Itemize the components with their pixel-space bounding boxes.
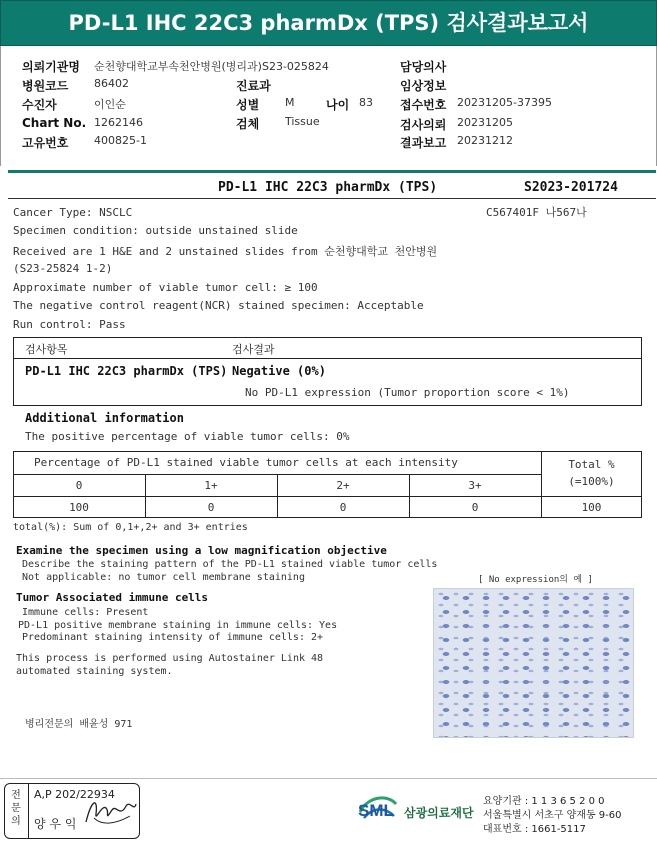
examine-line: Describe the staining pattern of the PD-L1 stained viable tumor cells	[22, 559, 438, 570]
table-row-line	[13, 496, 642, 497]
footer-info-line: 요양기관 : 1 1 3 6 5 2 0 0	[483, 796, 605, 807]
intensity-value: 100	[69, 501, 89, 514]
unique-no-value: 400825-1	[94, 134, 147, 147]
intensity-col-header: 0	[75, 479, 83, 492]
intensity-col-header: 1+	[204, 479, 218, 492]
sex-value: M	[285, 96, 295, 109]
report-line: The negative control reagent(NCR) stained specimen: Acceptable	[13, 299, 424, 312]
report-line: Approximate number of viable tumor cell: ≥ 100	[13, 281, 318, 294]
process-line: automated staining system.	[16, 666, 173, 677]
result-col-result-header: 검사결과	[232, 343, 275, 356]
additional-info-text: The positive percentage of viable tumor cells: 0%	[25, 430, 350, 443]
age-value: 83	[359, 96, 373, 109]
image-caption: [ No expression의 예 ]	[478, 575, 593, 585]
process-line: This process is performed using Autostainer Link 48	[16, 653, 324, 664]
heading-underline	[8, 198, 656, 199]
intensity-col-header: 2+	[336, 479, 350, 492]
report-title: PD-L1 IHC 22C3 pharmDx (TPS) 검사결과보고서	[68, 11, 589, 35]
intensity-value: 0	[471, 501, 479, 514]
sex-label: 성별	[236, 98, 260, 112]
hospital-code-value: 86402	[94, 77, 129, 90]
signature-id: A,P 202/22934	[34, 788, 115, 801]
report-line: Run control: Pass	[13, 318, 126, 331]
total-note: total(%): Sum of 0,1+,2+ and 3+ entries	[13, 522, 248, 533]
request-date-label: 검사의뢰	[400, 118, 447, 132]
tumor-immune-title: Tumor Associated immune cells	[16, 591, 209, 604]
chart-no-label: Chart No.	[22, 116, 87, 130]
dept-label: 진료과	[236, 79, 271, 93]
recipient-value: 이인순	[94, 98, 126, 111]
tumor-immune-line: Immune cells: Present	[22, 607, 149, 618]
examine-line: Not applicable: no tumor cell membrane staining	[22, 572, 305, 583]
specimen-label: 검체	[236, 117, 260, 131]
receipt-no-label: 접수번호	[400, 98, 447, 112]
report-line: (S23-25824 1-2)	[13, 262, 113, 275]
result-item: PD-L1 IHC 22C3 pharmDx (TPS)	[25, 364, 228, 378]
additional-info-title: Additional information	[25, 411, 184, 425]
request-date-value: 20231205	[457, 116, 513, 129]
footer-info-line: 서울특별시 서초구 양재동 9-60	[483, 810, 622, 821]
handwritten-signature	[82, 792, 138, 832]
test-name-heading: PD-L1 IHC 22C3 pharmDx (TPS)	[218, 180, 438, 195]
total-header: Total %	[568, 458, 615, 471]
pathologist: 병리전문의 배윤성 971	[25, 719, 133, 730]
result-value: Negative (0%)	[232, 364, 326, 378]
cancer-type: Cancer Type: NSCLC	[13, 206, 133, 219]
reference-code: C567401F 나567나	[486, 206, 587, 219]
hospital-code-label: 병원코드	[22, 79, 69, 93]
microscopy-image	[433, 588, 634, 738]
total-header-sub: (=100%)	[568, 475, 615, 488]
tumor-immune-line: PD-L1 positive membrane staining in immune cells: Yes	[18, 620, 338, 631]
signature-divider	[28, 783, 29, 839]
recipient-label: 수진자	[22, 98, 57, 112]
result-detail: No PD-L1 expression (Tumor proportion score < 1%)	[245, 386, 570, 399]
intensity-value: 0	[339, 501, 347, 514]
signature-name: 양 우 익	[34, 817, 77, 831]
sml-logo-text: SML	[358, 801, 394, 820]
tumor-immune-line: Predominant staining intensity of immune cells: 2+	[22, 632, 324, 643]
report-date-label: 결과보고	[400, 136, 447, 150]
receipt-no-value: 20231205-37395	[457, 96, 552, 109]
doctor-label: 담당의사	[400, 60, 447, 74]
examine-title: Examine the specimen using a low magnification objective	[16, 544, 387, 557]
unique-no-label: 고유번호	[22, 136, 69, 150]
org-name: 삼광의료재단	[404, 806, 474, 820]
result-table-divider	[13, 358, 642, 359]
chart-no-value: 1262146	[94, 116, 143, 129]
report-line: Specimen condition: outside unstained slide	[13, 224, 298, 237]
specimen-value: Tissue	[285, 115, 320, 128]
intensity-total: 100	[581, 501, 602, 514]
age-label: 나이	[326, 98, 350, 112]
footer-info-line: 대표번호 : 1661-5117	[483, 824, 586, 835]
section-divider	[8, 170, 656, 173]
footer-divider	[0, 778, 657, 779]
intensity-col-header: 3+	[468, 479, 482, 492]
result-col-item-header: 검사항목	[25, 343, 68, 356]
intensity-header: Percentage of PD-L1 stained viable tumor cells at each intensity	[34, 456, 458, 469]
sample-id: S2023-201724	[524, 180, 618, 195]
report-date-value: 20231212	[457, 134, 513, 147]
report-line: Received are 1 H&E and 2 unstained slides from 순천향대학교 천안병원	[13, 245, 438, 258]
signature-side-label: 전문의	[11, 790, 21, 827]
institution-value: 순천향대학교부속천안병원(병리과)S23-025824	[94, 60, 329, 73]
intensity-value: 0	[207, 501, 215, 514]
clinical-info-label: 임상정보	[400, 79, 447, 93]
institution-label: 의뢰기관명	[22, 60, 80, 74]
